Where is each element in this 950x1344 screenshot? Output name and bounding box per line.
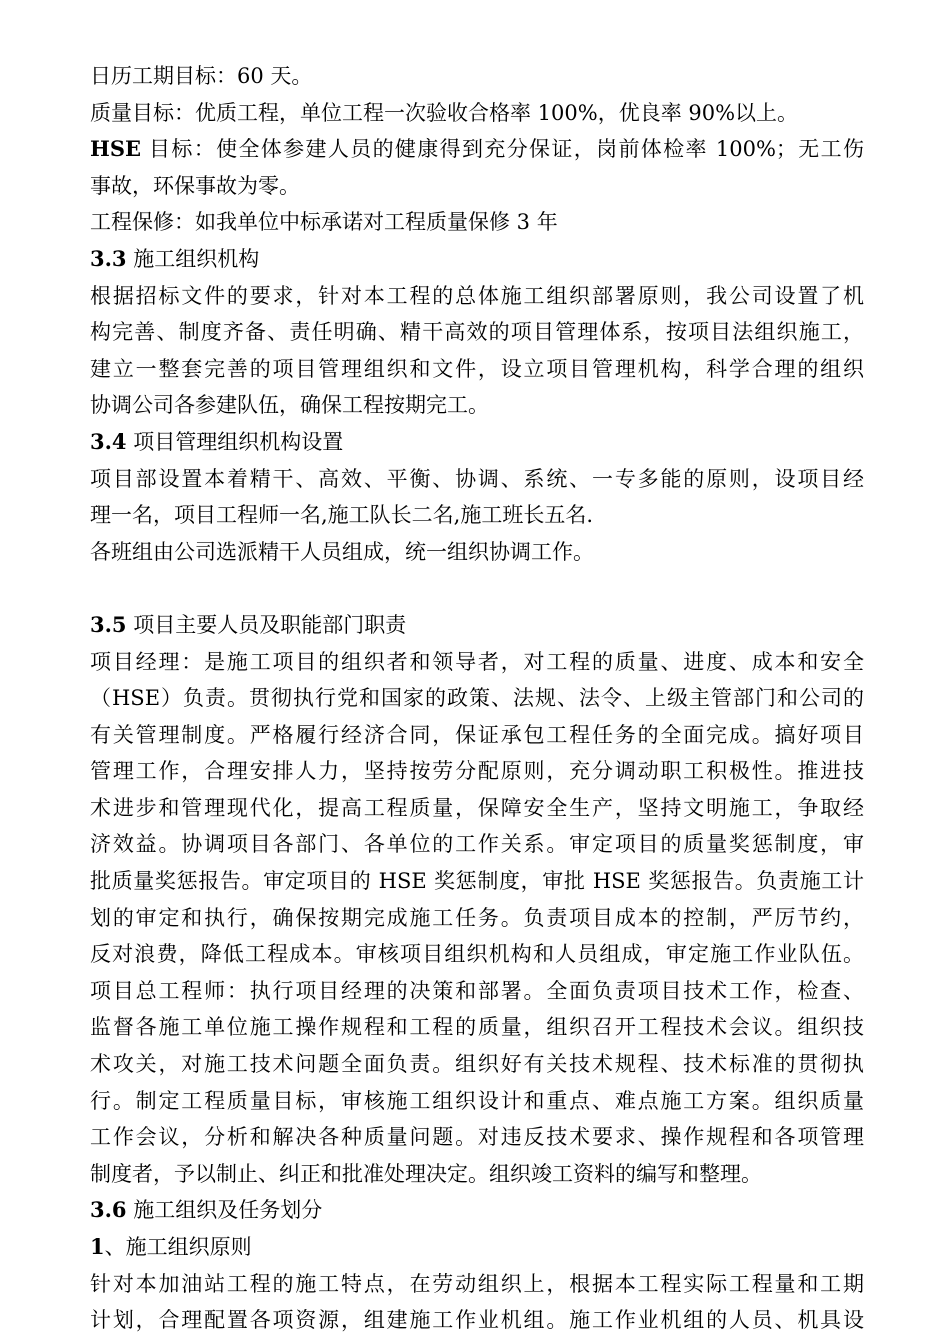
paragraph-line: 计划，合理配置各项资源，组建施工作业机组。施工作业机组的人员、机具设	[90, 1308, 864, 1333]
subsection-number: 1	[90, 1234, 105, 1259]
paragraph-line: 反对浪费，降低工程成本。审核项目组织机构和人员组成，审定施工作业队伍。	[90, 942, 864, 967]
paragraph-line: 管理工作，合理安排人力，坚持按劳分配原则，充分调动职工积极性。推进技	[90, 759, 864, 784]
section-number: 3.6	[90, 1197, 127, 1223]
section-number: 3.3	[90, 245, 127, 271]
document-body	[90, 58, 864, 1339]
section-title: 施工组织机构	[126, 246, 260, 271]
calendar-goal-line: 日历工期目标：60 天。	[90, 64, 313, 88]
paragraph-line: 建立一整套完善的项目管理组织和文件，设立项目管理机构，科学合理的组织	[90, 356, 864, 381]
paragraph-line: 针对本加油站工程的施工特点，在劳动组织上，根据本工程实际工程量和工期	[90, 1271, 864, 1296]
section-heading-3-5	[90, 607, 864, 644]
paragraph-line: 行。制定工程质量目标，审核施工组织设计和重点、难点施工方案。组织质量	[90, 1088, 864, 1113]
section-title: 施工组织及任务划分	[126, 1198, 323, 1223]
subsection-title: 、施工组织原则	[104, 1235, 252, 1259]
paragraph-line: 术攻关，对施工技术问题全面负责。组织好有关技术规程、技术标准的贯彻执	[90, 1052, 864, 1077]
paragraph-line: 监督各施工单位施工操作规程和工程的质量，组织召开工程技术会议。组织技	[90, 1015, 864, 1040]
paragraph-line: 批质量奖惩报告。审定项目的 HSE 奖惩制度，审批 HSE 奖惩报告。负责施工计	[90, 869, 864, 894]
section-number: 3.4	[90, 428, 127, 454]
paragraph-line: 济效益。协调项目各部门、各单位的工作关系。审定项目的质量奖惩制度，审	[90, 832, 864, 857]
hse-goal-line-2: 事故，环保事故为零。	[90, 173, 300, 198]
subsection-heading-1	[90, 1229, 864, 1266]
paragraph-line: 协调公司各参建队伍，确保工程按期完工。	[90, 393, 489, 418]
paragraph-line: 有关管理制度。严格履行经济合同，保证承包工程任务的全面完成。搞好项目	[90, 722, 864, 747]
paragraph-line: 根据招标文件的要求，针对本工程的总体施工组织部署原则，我公司设置了机	[90, 283, 864, 308]
paragraph-line: 制度者，予以制止、纠正和批准处理决定。组织竣工资料的编写和整理。	[90, 1161, 762, 1186]
warranty-line: 工程保修：如我单位中标承诺对工程质量保修 3 年	[90, 210, 558, 235]
section-title: 项目管理组织机构设置	[126, 429, 344, 454]
section-heading-3-4	[90, 424, 864, 461]
paragraph-line: 理一名，项目工程师一名,施工队长二名,施工班长五名.	[90, 503, 594, 528]
paragraph-line: 划的审定和执行，确保按期完成施工任务。负责项目成本的控制，严厉节约，	[90, 905, 864, 930]
paragraph-line: 术进步和管理现代化，提高工程质量，保障安全生产，坚持文明施工，争取经	[90, 795, 864, 820]
paragraph-line: 项目总工程师：执行项目经理的决策和部署。全面负责项目技术工作，检查、	[90, 978, 864, 1003]
paragraph-line: 各班组由公司选派精干人员组成，统一组织协调工作。	[90, 539, 594, 564]
hse-prefix: HSE	[90, 136, 142, 162]
section-heading-3-3	[90, 241, 864, 278]
paragraph-line: 项目部设置本着精干、高效、平衡、协调、系统、一专多能的原则，设项目经	[90, 466, 864, 491]
paragraph-line: （HSE）负责。贯彻执行党和国家的政策、法规、法令、上级主管部门和公司的	[90, 686, 864, 711]
quality-goal-line: 质量目标：优质工程，单位工程一次验收合格率 100%，优良率 90%以上。	[90, 100, 799, 125]
section-number: 3.5	[90, 611, 127, 637]
section-title: 项目主要人员及职能部门职责	[126, 612, 407, 637]
hse-goal-text: 目标：使全体参建人员的健康得到充分保证，岗前体检率 100%；无工伤	[141, 137, 864, 162]
paragraph-line: 项目经理：是施工项目的组织者和领导者，对工程的质量、进度、成本和安全	[90, 649, 864, 674]
hse-goal-line-1	[90, 131, 864, 168]
paragraph-line: 构完善、制度齐备、责任明确、精干高效的项目管理体系，按项目法组织施工，	[90, 320, 864, 345]
paragraph-line: 工作会议，分析和解决各种质量问题。对违反技术要求、操作规程和各项管理	[90, 1125, 864, 1150]
blank-line	[90, 570, 864, 607]
section-heading-3-6	[90, 1192, 864, 1229]
